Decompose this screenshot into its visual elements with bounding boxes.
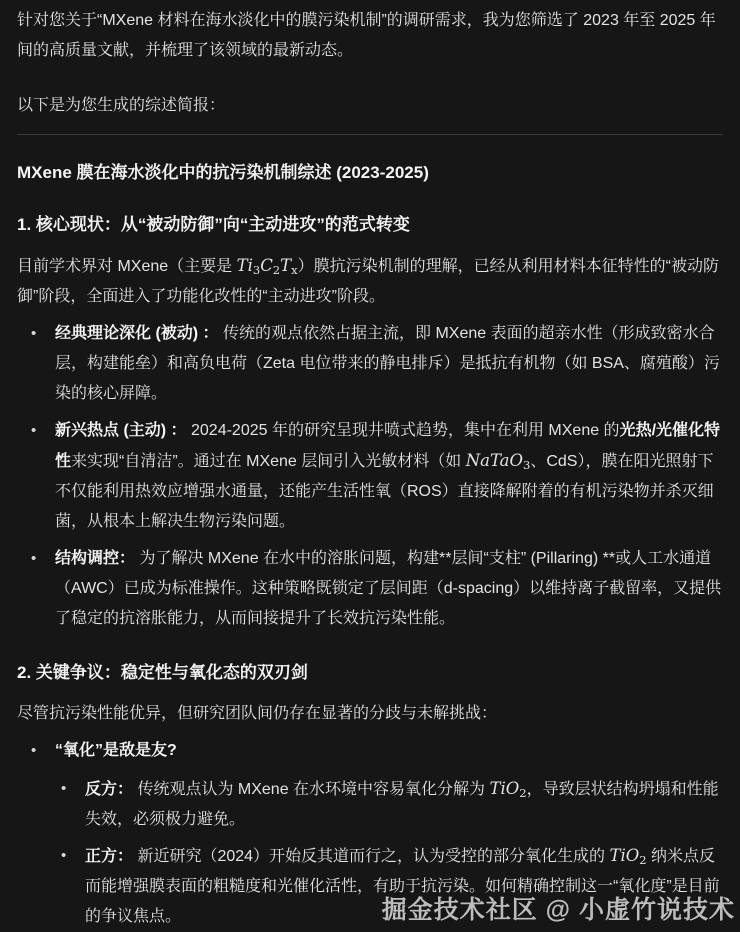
section-2-intro: 尽管抗污染性能优异，但研究团队间仍存在显著的分歧与未解挑战： bbox=[17, 705, 498, 722]
list-item-pro-view: • 正方： 新近研究（2024）开始反其道而行之，认为受控的部分氧化生成的 TiO$_2$ 纳米点反而能增强膜表面的粗糙度和光催化活性，有助于抗污染。如何精确控制这一“氧化度”是目前的争议焦点。 bbox=[55, 841, 723, 932]
section-2-heading: 2. 关键争议：稳定性与氧化态的双刃剑 bbox=[17, 663, 308, 682]
intro-lead-in: 以下是为您生成的综述简报： bbox=[17, 97, 226, 114]
list-item-emerging-hotspot: • 新兴热点 (主动) ： 2024-2025 年的研究呈现井喷式趋势，集中在利用 MXene 的光热/光催化特性来实现“自清洁”。通过在 MXene 层间引入光敏材料（如 NaTaO$_3$、CdS），膜在阳光照射下不仅能利用热效应增强水通量，还能产生活性氧（ROS）直接降解附着的有机污染物并杀灭细菌，从根本上解决生物污染问题。 bbox=[17, 416, 723, 537]
list-item-con-view: • 反方： 传统观点认为 MXene 在水环境中容易氧化分解为 TiO$_2$，导致层状结构坍塌和性能失效，必须极力避免。 bbox=[55, 774, 723, 835]
section-2-bullet-list bbox=[17, 736, 723, 932]
section-1-intro: 目前学术界对 MXene（主要是 $Ti_3C_2T_x$）膜抗污染机制的理解，已经从利用材料本征特性的“被动防御”阶段，全面进入了功能化改性的“主动进攻”阶段。 bbox=[17, 256, 719, 305]
watermark: 掘金技术社区 @ 小虚竹说技术 bbox=[381, 896, 735, 924]
list-item-oxidation-question bbox=[17, 736, 723, 932]
section-1-bullet-list bbox=[17, 319, 723, 634]
intro-paragraph: 针对您关于“MXene 材料在海水淡化中的膜污染机制”的调研需求，我为您筛选了 2023 年至 2025 年间的高质量文献，并梳理了该领域的最新动态。 bbox=[17, 12, 716, 59]
report-title: MXene 膜在海水淡化中的抗污染机制综述 (2023-2025) bbox=[17, 163, 429, 182]
section-divider bbox=[17, 134, 723, 135]
oxidation-question-label: “氧化”是敌是友? bbox=[55, 742, 177, 759]
list-item-structure-control: • 结构调控： 为了解决 MXene 在水中的溶胀问题，构建**层间“支柱” (Pillaring) **或人工水通道（AWC）已成为标准操作。这种策略既锁定了层间距（d-spacing）以维持离子截留率，又提供了稳定的抗溶胀能力，从而间接提升了长效抗污染性能。 bbox=[17, 544, 723, 634]
oxidation-sub-list bbox=[55, 774, 723, 932]
section-1-heading: 1. 核心现状：从“被动防御”向“主动进攻”的范式转变 bbox=[17, 215, 410, 234]
list-item-classic-theory: • 经典理论深化 (被动) ： 传统的观点依然占据主流，即 MXene 表面的超亲水性（形成致密水合层，构建能垒）和高负电荷（Zeta 电位带来的静电排斥）是抵抗有机物（如 BSA、腐殖酸）污染的核心屏障。 bbox=[17, 319, 723, 409]
